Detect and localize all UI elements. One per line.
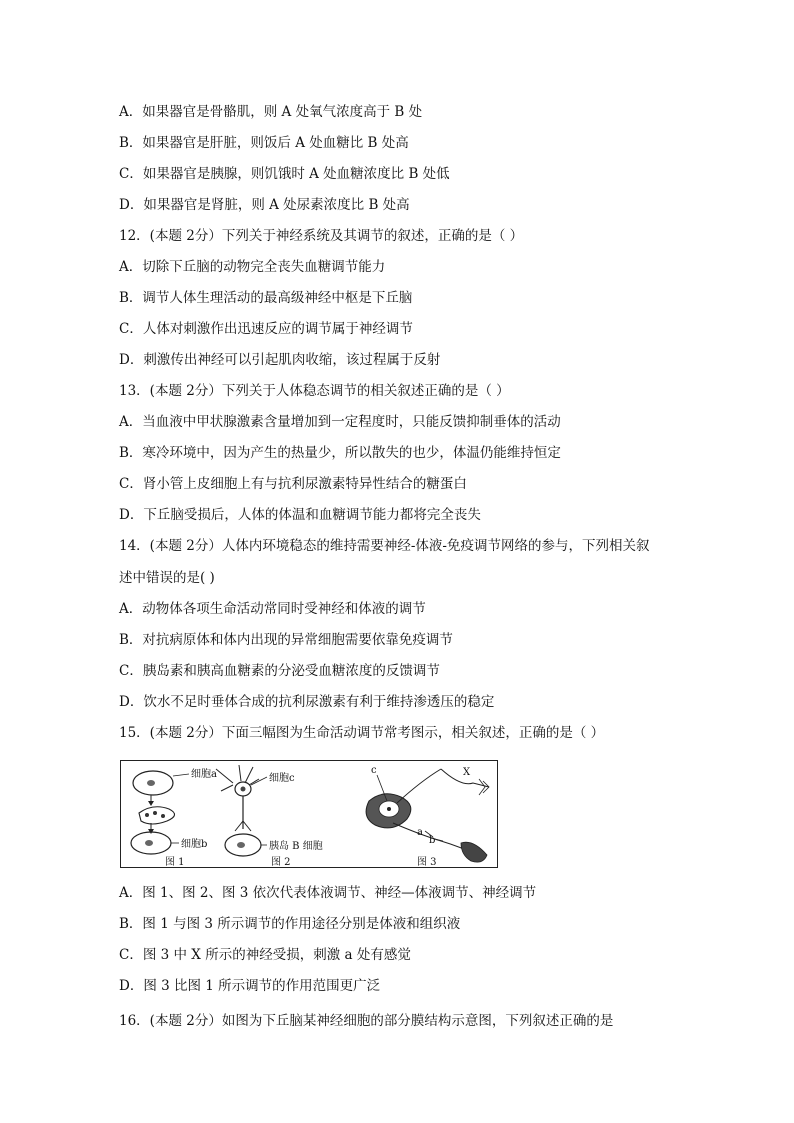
muscle-shape	[461, 842, 487, 862]
question-14: 14．(本题 2分）人体内环境稳态的维持需要神经-体液-免疫调节网络的参与，下列相关叙	[119, 538, 650, 554]
line-a11: A．如果器官是骨骼肌，则 A 处氧气浓度高于 B 处	[119, 104, 423, 120]
figure-svg	[121, 761, 499, 869]
line-a13: A．当血液中甲状腺激素含量增加到一定程度时，只能反馈抑制垂体的活动	[119, 414, 561, 430]
label-x: X	[463, 767, 471, 778]
line-b12: B．调节人体生理活动的最高级神经中枢是下丘脑	[119, 290, 413, 306]
label-cell-c: 细胞c	[269, 773, 295, 784]
label-b: b	[429, 835, 436, 846]
line-d13: D．下丘脑受损后，人体的体温和血糖调节能力都将完全丧失	[119, 507, 481, 523]
label-fig1: 图 1	[165, 857, 185, 868]
question-15: 15．(本题 2分）下面三幅图为生命活动调节常考图示，相关叙述，正确的是（ ）	[119, 725, 605, 741]
label-cell-b: 细胞b	[181, 839, 208, 850]
label-a: a	[417, 827, 423, 838]
blood-vessel-shape	[139, 807, 175, 824]
cell-a-nucleus	[147, 780, 155, 786]
line-a14: A．动物体各项生命活动常同时受神经和体液的调节	[119, 601, 426, 617]
line-d12: D．刺激传出神经可以引起肌肉收缩，该过程属于反射	[119, 352, 441, 368]
line-d14: D．饮水不足时垂体合成的抗利尿激素有利于维持渗透压的稳定	[119, 694, 495, 710]
label-islet-b: 胰岛 B 细胞	[269, 841, 323, 852]
line-c12: C．人体对刺激作出迅速反应的调节属于神经调节	[119, 321, 413, 337]
label-c: c	[371, 765, 377, 776]
line-c14: C．胰岛素和胰高血糖素的分泌受血糖浓度的反馈调节	[119, 663, 440, 679]
label-fig3: 图 3	[417, 857, 437, 868]
question-14-cont: 述中错误的是( )	[119, 570, 215, 586]
line-b15: B．图 1 与图 3 所示调节的作用途径分别是体液和组织液	[119, 916, 461, 932]
line-d11: D．如果器官是肾脏，则 A 处尿素浓度比 B 处高	[119, 197, 410, 213]
question-16: 16．(本题 2分）如图为下丘脑某神经细胞的部分膜结构示意图，下列叙述正确的是	[119, 1013, 614, 1029]
regulation-figure	[120, 760, 498, 868]
figure-1	[131, 768, 217, 868]
figure-2	[216, 765, 323, 868]
line-c11: C．如果器官是胰腺，则饥饿时 A 处血糖浓度比 B 处低	[119, 166, 450, 182]
line-b14: B．对抗病原体和体内出现的异常细胞需要依靠免疫调节	[119, 632, 453, 648]
line-c13: C．肾小管上皮细胞上有与抗利尿激素特异性结合的糖蛋白	[119, 476, 467, 492]
label-cell-a: 细胞a	[191, 769, 217, 780]
line-b11: B．如果器官是肝脏，则饭后 A 处血糖比 B 处高	[119, 135, 409, 151]
question-12: 12．(本题 2分）下列关于神经系统及其调节的叙述，正确的是（ ）	[119, 228, 524, 244]
line-c15: C．图 3 中 X 所示的神经受损，刺激 a 处有感觉	[119, 947, 411, 963]
line-d15: D．图 3 比图 1 所示调节的作用范围更广泛	[119, 978, 381, 994]
label-fig2: 图 2	[271, 857, 291, 868]
line-a12: A．切除下丘脑的动物完全丧失血糖调节能力	[119, 259, 386, 275]
line-a15: A．图 1、图 2、图 3 依次代表体液调节、神经—体液调节、神经调节	[119, 885, 537, 901]
line-b13: B．寒冷环境中，因为产生的热量少，所以散失的也少，体温仍能维持恒定	[119, 445, 561, 461]
question-13: 13．(本题 2分）下列关于人体稳态调节的相关叙述正确的是（ ）	[119, 383, 510, 399]
figure-3	[366, 765, 489, 868]
